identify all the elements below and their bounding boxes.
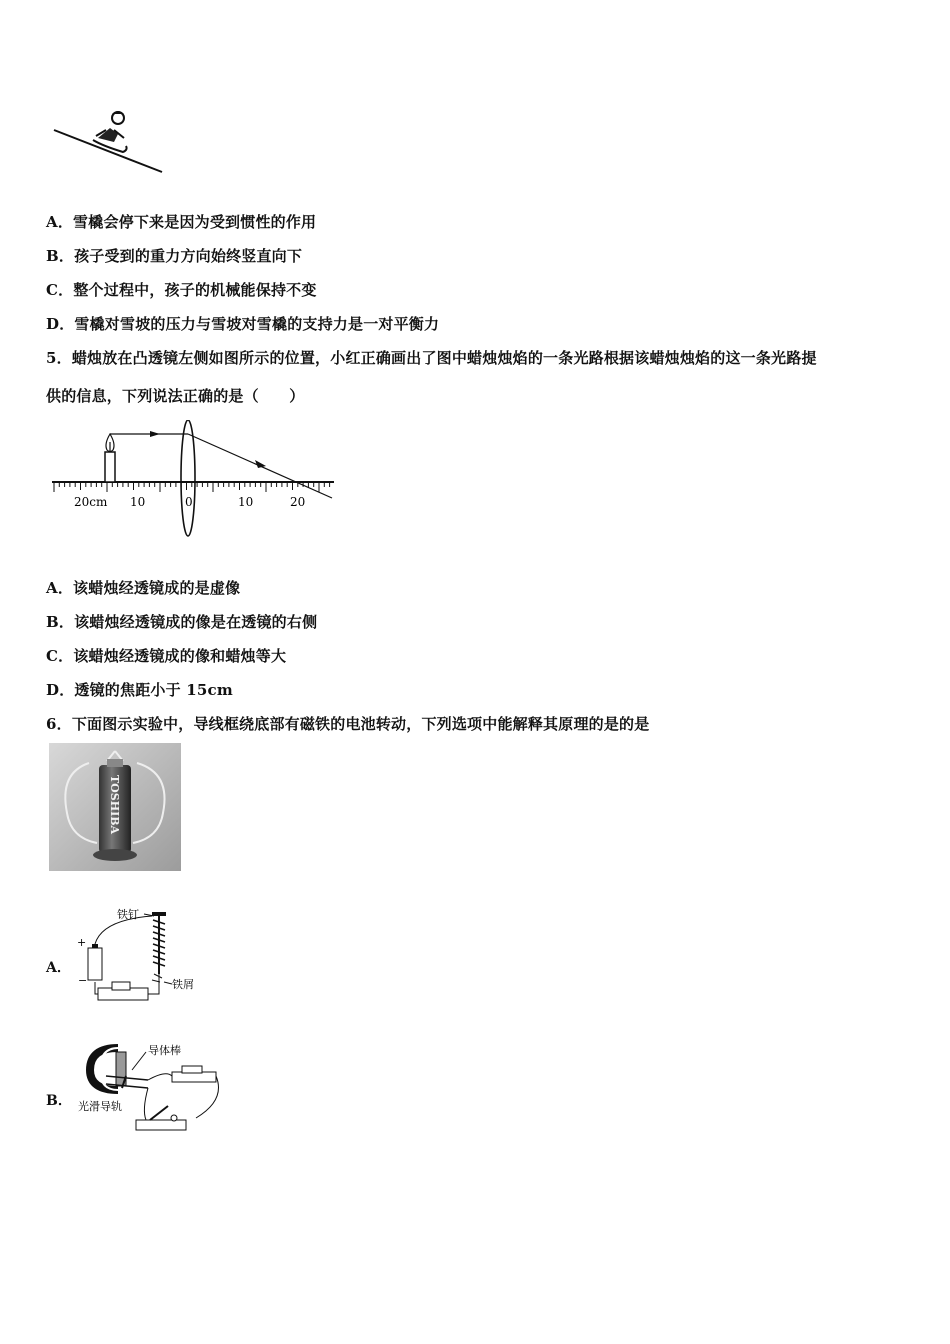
q6-option-a-label[interactable]: A．	[46, 960, 71, 976]
battery-motor-photo	[49, 743, 181, 871]
q6-option-b-label[interactable]: B．	[46, 1093, 72, 1109]
q4-option-a[interactable]: A．雪橇会停下来是因为受到惯性的作用	[46, 213, 317, 231]
tick-label-20cm: 20cm	[74, 495, 108, 509]
rail-label: 光滑导轨	[78, 1100, 122, 1113]
q4-option-b[interactable]: B．孩子受到的重力方向始终竖直向下	[46, 247, 303, 265]
q5-stem-line1: 5．蜡烛放在凸透镜左侧如图所示的位置，小红正确画出了图中蜡烛烛焰的一条光路根据该蜡烛烛焰的这一条光路提	[46, 349, 817, 367]
electromagnet-figure	[72, 902, 212, 1007]
filings-label: 铁屑	[172, 978, 194, 991]
nail-label: 铁钉	[117, 908, 139, 921]
q4-option-d[interactable]: D．雪橇对雪坡的压力与雪坡对雪橇的支持力是一对平衡力	[46, 315, 440, 333]
q4-option-c[interactable]: C．整个过程中，孩子的机械能保持不变	[46, 281, 317, 299]
tick-label-0: 0	[185, 495, 193, 509]
minus-sign: −	[78, 974, 88, 987]
conductor-rail-figure	[76, 1040, 226, 1135]
battery-brand-text: TOSHIBA	[108, 775, 121, 835]
plus-sign: +	[77, 936, 87, 949]
tick-label-10-right: 10	[238, 495, 254, 509]
q5-stem-line2: 供的信息，下列说法正确的是（ ）	[46, 387, 305, 405]
rod-label: 导体棒	[148, 1044, 181, 1057]
q5-option-c[interactable]: C．该蜡烛经透镜成的像和蜡烛等大	[46, 647, 287, 665]
sled-slope-figure	[48, 100, 168, 180]
tick-label-20-right: 20	[290, 495, 306, 509]
q5-option-a[interactable]: A．该蜡烛经透镜成的是虚像	[46, 579, 241, 597]
q5-option-d[interactable]: D．透镜的焦距小于 15cm	[46, 681, 233, 699]
q6-stem: 6．下面图示实验中，导线框绕底部有磁铁的电池转动，下列选项中能解释其原理的是的是	[46, 715, 650, 733]
lens-ruler-figure	[50, 420, 340, 545]
q5-option-b[interactable]: B．该蜡烛经透镜成的像是在透镜的右侧	[46, 613, 318, 631]
tick-label-10-left: 10	[130, 495, 146, 509]
